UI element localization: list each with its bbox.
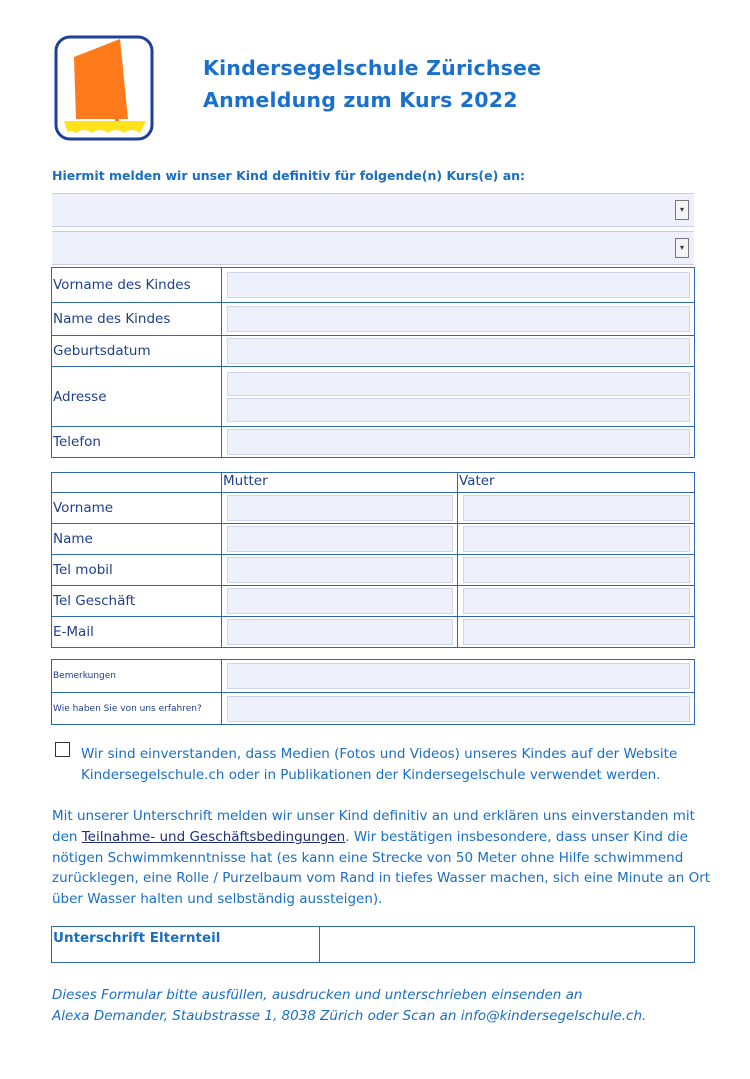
father-mobile-field[interactable] <box>463 557 690 583</box>
child-firstname-label: Vorname des Kindes <box>52 268 222 303</box>
parent-row-label: Tel Geschäft <box>52 586 222 617</box>
father-firstname-field[interactable] <box>463 495 690 521</box>
footer-line2: Alexa Demander, Staubstrasse 1, 8038 Zürich oder Scan an info@kindersegelschule.ch. <box>52 1008 647 1024</box>
child-table <box>51 267 695 458</box>
form-title: Anmeldung zum Kurs 2022 <box>203 88 518 112</box>
child-lastname-field[interactable] <box>227 306 690 332</box>
course-select-1[interactable] <box>52 193 694 227</box>
parent-row-label: Tel mobil <box>52 555 222 586</box>
signature-table <box>51 926 695 963</box>
child-firstname-field[interactable] <box>227 272 690 298</box>
school-name: Kindersegelschule Zürichsee <box>203 56 542 80</box>
terms-paragraph <box>52 806 712 910</box>
mother-lastname-field[interactable] <box>227 526 453 552</box>
media-consent-checkbox[interactable] <box>55 742 70 757</box>
father-work-phone-field[interactable] <box>463 588 690 614</box>
mother-mobile-field[interactable] <box>227 557 453 583</box>
terms-text-post: . Wir bestätigen insbesondere, dass unser Kind die nötigen Schwimmkenntnisse hat (es kann eine Strecke von 50 Meter ohne Hilfe schwimmend zurücklegen, eine Rolle / Purzelbaum vom Rand in tiefes Wasser machen, sich eine Minute an Ort über Wasser halten und selbständig aussteigen). <box>52 828 711 908</box>
father-email-field[interactable] <box>463 619 690 645</box>
page-title <box>203 52 541 116</box>
remarks-label: Bemerkungen <box>52 660 222 693</box>
address-line1-field[interactable] <box>227 372 690 396</box>
source-field[interactable] <box>227 696 690 722</box>
parent-row-label: E-Mail <box>52 617 222 648</box>
address-label: Adresse <box>52 367 222 427</box>
source-label: Wie haben Sie von uns erfahren? <box>52 693 222 725</box>
remarks-table <box>51 659 695 725</box>
child-lastname-label: Name des Kindes <box>52 303 222 336</box>
remarks-field[interactable] <box>227 663 690 689</box>
parent-row-label: Name <box>52 524 222 555</box>
mother-work-phone-field[interactable] <box>227 588 453 614</box>
dropdown-arrow-icon[interactable]: ▾ <box>675 238 689 258</box>
dropdown-arrow-icon[interactable]: ▾ <box>675 200 689 220</box>
terms-link[interactable]: Teilnahme- und Geschäftsbedingungen <box>81 828 346 845</box>
sailboat-logo-icon <box>54 35 154 141</box>
birthdate-field[interactable] <box>227 338 690 364</box>
parent-row-label: Vorname <box>52 493 222 524</box>
footer-note <box>52 985 712 1027</box>
signature-field[interactable] <box>320 927 695 963</box>
mother-firstname-field[interactable] <box>227 495 453 521</box>
parents-table <box>51 472 695 648</box>
phone-label: Telefon <box>52 427 222 458</box>
address-line2-field[interactable] <box>227 398 690 422</box>
signature-label: Unterschrift Elternteil <box>52 927 320 963</box>
father-header: Vater <box>458 473 695 493</box>
course-intro: Hiermit melden wir unser Kind definitiv für folgende(n) Kurs(e) an: <box>52 168 526 183</box>
media-consent-text: Wir sind einverstanden, dass Medien (Fotos und Videos) unseres Kindes auf der Website Kindersegelschule.ch oder in Publikationen der Kindersegelschule verwendet werden. <box>81 746 678 783</box>
course-select-2[interactable] <box>52 231 694 265</box>
mother-header: Mutter <box>222 473 458 493</box>
terms-text-pre: Mit unserer Unterschrift melden wir unser Kind definitiv an und erklären uns einverstanden mit den <box>52 808 695 845</box>
father-lastname-field[interactable] <box>463 526 690 552</box>
phone-field[interactable] <box>227 429 690 455</box>
footer-line1: Dieses Formular bitte ausfüllen, ausdrucken und unterschrieben einsenden an <box>52 987 583 1003</box>
mother-email-field[interactable] <box>227 619 453 645</box>
birthdate-label: Geburtsdatum <box>52 336 222 367</box>
